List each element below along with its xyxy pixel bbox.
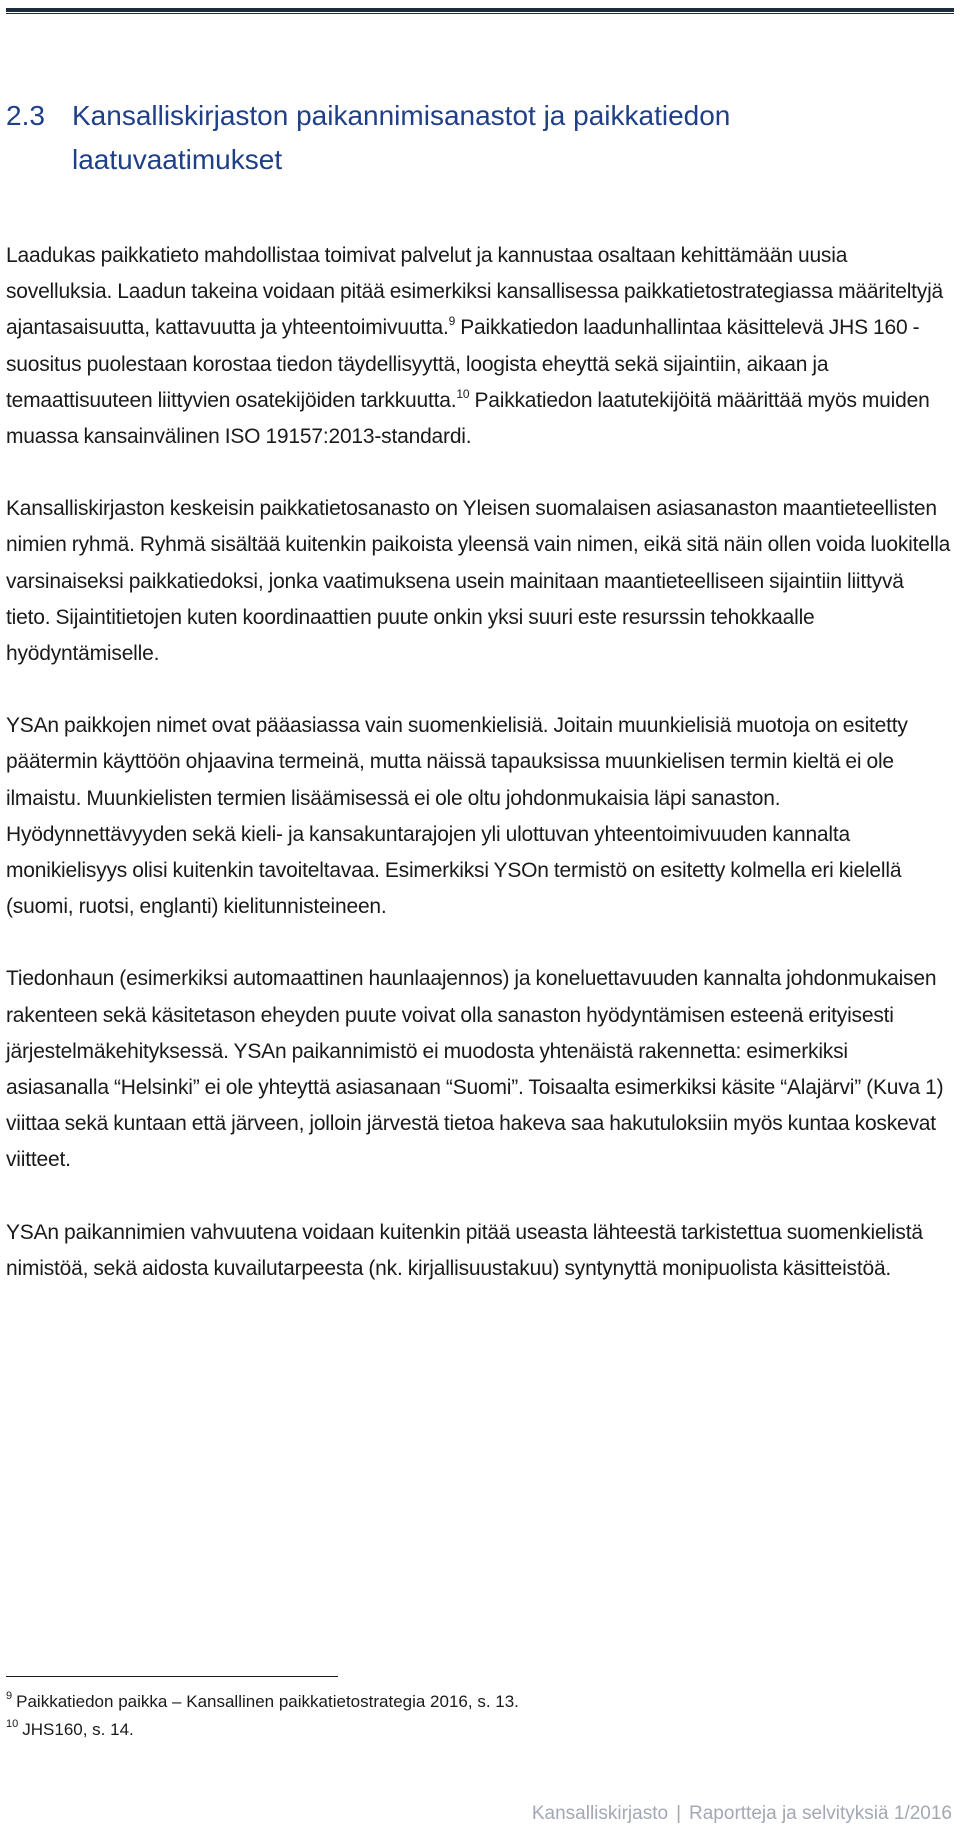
header-rule [6, 8, 954, 12]
paragraph-quality [6, 238, 952, 455]
footnote-ref-9[interactable]: 9 [448, 314, 456, 329]
paragraph-vocabulary: Kansalliskirjaston keskeisin paikkatietosanasto on Yleisen suomalaisen asiasanaston maantieteellisten nimien ryhmä. Ryhmä sisältää kuitenkin paikoista yleensä vain nimen, eikä sitä näin ollen voida luokitella varsinaiseksi paikkatiedoksi, jonka vaatimuksena usein mainitaan maantieteelliseen sijaintiin liittyvä tieto. Sijaintitietojen kuten koordinaattien puute onkin yksi suuri este resurssin tehokkaalle hyödyntämiselle. [6, 497, 951, 666]
section-number: 2.3 [6, 100, 45, 131]
footnote-text: JHS160, s. 14. [22, 1720, 134, 1739]
paragraph-text: Paikkatiedon laadunhallintaa käsittelevä JHS 160 -suositus puolestaan korostaa tiedon täydellisyyttä, loogista eheyttä sekä sijaintiin, aikaan ja temaattisuuteen liittyvien osatekijöiden tarkkuutta. [6, 316, 920, 412]
paragraph-text: Laadukas paikkatieto mahdollistaa toimivat palvelut ja kannustaa osaltaan kehittämään uusia sovelluksia. Laadun takeina voidaan pitää esimerkiksi kansallisessa paikkatietostrategiassa määriteltyjä ajantasaisuutta, kattavuutta ja yhteentoimivuutta. [6, 244, 944, 340]
paragraph-multilingual: YSAn paikkojen nimet ovat pääasiassa vain suomenkielisiä. Joitain muunkielisiä muotoja on esitetty päätermin käyttöön ohjaavina termeinä, mutta näissä tapauksissa muunkielisen termin kieltä ei ole ilmaistu. Muunkielisten termien lisäämisessä ei ole oltu johdonmukaisia läpi sanaston. Hyödynnettävyyden sekä kieli- ja kansakuntarajojen yli ulottuvan yhteentoimivuuden kannalta monikielisyys olisi kuitenkin tavoiteltavaa. Esimerkiksi YSOn termistö on esitetty kolmella eri kielellä (suomi, ruotsi, englanti) kielitunnisteineen. [6, 714, 908, 919]
footnote-9 [6, 1688, 906, 1716]
section-heading [6, 94, 936, 182]
footnote-mark: 9 [6, 1690, 13, 1702]
footnote-mark: 10 [6, 1718, 19, 1730]
paragraph-text: Paikkatiedon laatutekijöitä määrittää myös muiden muassa kansainvälinen ISO 19157:2013-standardi. [6, 388, 930, 449]
footer-separator: | [676, 1803, 682, 1824]
paragraph-structure: Tiedonhaun (esimerkiksi automaattinen haunlaajennos) ja koneluettavuuden kannalta johdonmukaisen rakenteen sekä käsitetason eheyden puute voivat olla sanaston hyödyntämisen esteenä erityisesti järjestelmäkehityksessä. YSAn paikannimistö ei muodosta yhtenäistä rakennetta: esimerkiksi asiasanalla “Helsinki” ei ole yhteyttä asiasanaan “Suomi”. Toisaalta esimerkiksi käsite “Alajärvi” (Kuva 1) viittaa sekä kuntaan että järveen, jolloin järvestä tietoa hakeva saa hakutuloksiin myös kuntaa koskevat viitteet. [6, 967, 944, 1172]
paragraph-strengths: YSAn paikannimien vahvuutena voidaan kuitenkin pitää useasta lähteestä tarkistettua suomenkielistä nimistöä, sekä aidosta kuvailutarpeesta (nk. kirjallisuustakuu) syntynyttä monipuolista käsitteistöä. [6, 1220, 923, 1280]
section-title: Kansalliskirjaston paikannimisanastot ja paikkatiedon laatuvaatimukset [72, 100, 731, 175]
page-footer [532, 1803, 952, 1825]
footnote-ref-10[interactable]: 10 [456, 386, 470, 401]
footer-publisher: Kansalliskirjasto [531, 1803, 669, 1824]
footnotes [6, 1688, 906, 1744]
footnote-text: Paikkatiedon paikka – Kansallinen paikkatietostrategia 2016, s. 13. [16, 1692, 519, 1711]
footnote-10 [6, 1716, 906, 1744]
footer-series: Raportteja ja selvityksiä 1/2016 [689, 1803, 952, 1824]
footnote-divider [6, 1676, 338, 1677]
body-text [6, 238, 952, 1323]
